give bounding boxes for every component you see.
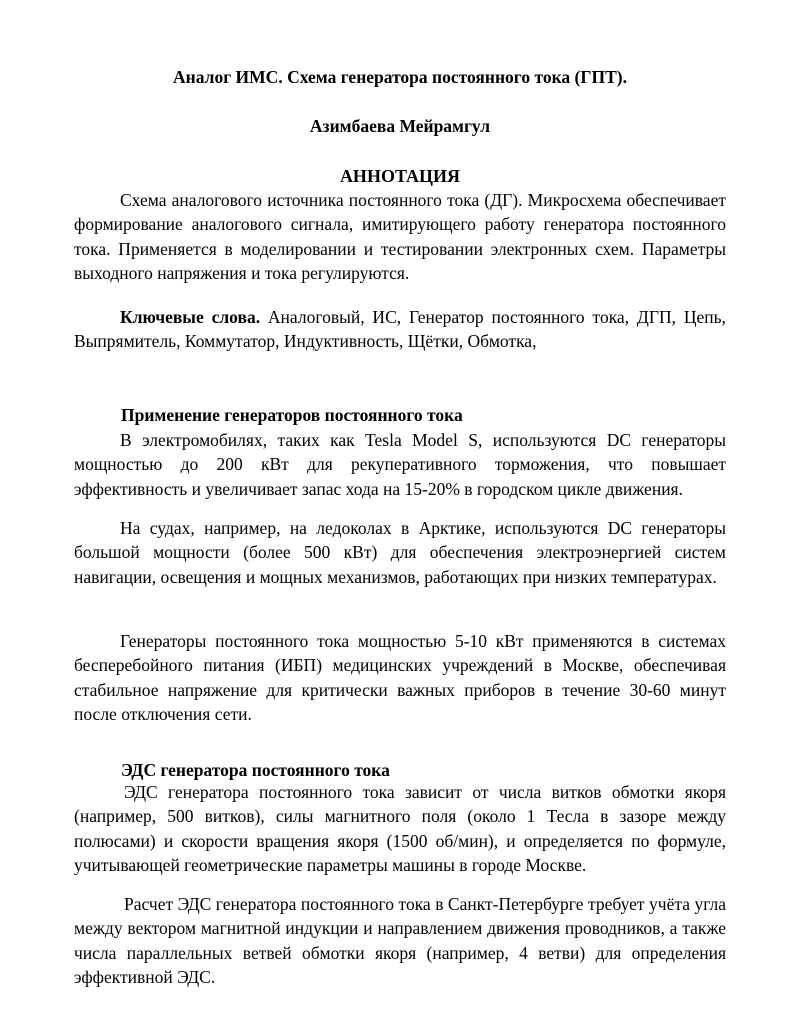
section-heading-applications: Применение генераторов постоянного тока xyxy=(121,405,463,425)
applications-paragraph-3: Генераторы постоянного тока мощностью 5-10 кВт применяются в системах бесперебойного питания (ИБП) медицинских учреждений в Москве, обеспечивая стабильное напряжение для критически важных приборов в течение 30-60 минут после отключения сети. xyxy=(74,631,726,724)
emf-paragraph-1: ЭДС генератора постоянного тока зависит от числа витков обмотки якоря (например, 500 витков), силы магнитного поля (около 1 Тесла в зазоре между полюсами) и скорости вращения якоря (1500 об/мин), и определяется по формуле, учитывающей геометрические параметры машины в городе Москве. xyxy=(74,782,726,875)
emf-paragraph-2: Расчет ЭДС генератора постоянного тока в Санкт-Петербурге требует учёта угла между вектором магнитной индукции и направлением движения проводников, а также числа параллельных ветвей обмотки якоря (например, 4 ветви) для определения эффективной ЭДС. xyxy=(74,894,726,987)
document-title: Аналог ИМС. Схема генератора постоянного тока (ГПТ). xyxy=(173,67,627,87)
annotation-heading: АННОТАЦИЯ xyxy=(339,166,461,186)
keywords-list: Аналоговый, ИС, Генератор постоянного тока, ДГП, Цепь, Выпрямитель, Коммутатор, Индуктивность, Щётки, Обмотка, xyxy=(74,307,726,352)
keywords-label: Ключевые слова. xyxy=(120,307,261,327)
annotation-paragraph: Схема аналогового источника постоянного тока (ДГ). Микросхема обеспечивает формирование аналогового сигнала, имитирующего работу генератора постоянного тока. Применяется в моделировании и тестировании электронных схем. Параметры выходного напряжения и тока регулируются. xyxy=(74,190,726,283)
applications-paragraph-2: На судах, например, на ледоколах в Арктике, используются DC генераторы большой мощности (более 500 кВт) для обеспечения электроэнергией систем навигации, освещения и мощных механизмов, работающих при низких температурах. xyxy=(74,518,726,587)
author-name: Азимбаева Мейрамгул xyxy=(309,116,491,136)
keywords-paragraph xyxy=(74,305,726,354)
applications-paragraph-1: В электромобилях, таких как Tesla Model S, используются DC генераторы мощностью до 200 кВт для рекуперативного торможения, что повышает эффективность и увеличивает запас хода на 15-20% в городском цикле движения. xyxy=(74,430,726,499)
section-heading-emf: ЭДС генератора постоянного тока xyxy=(121,760,390,780)
